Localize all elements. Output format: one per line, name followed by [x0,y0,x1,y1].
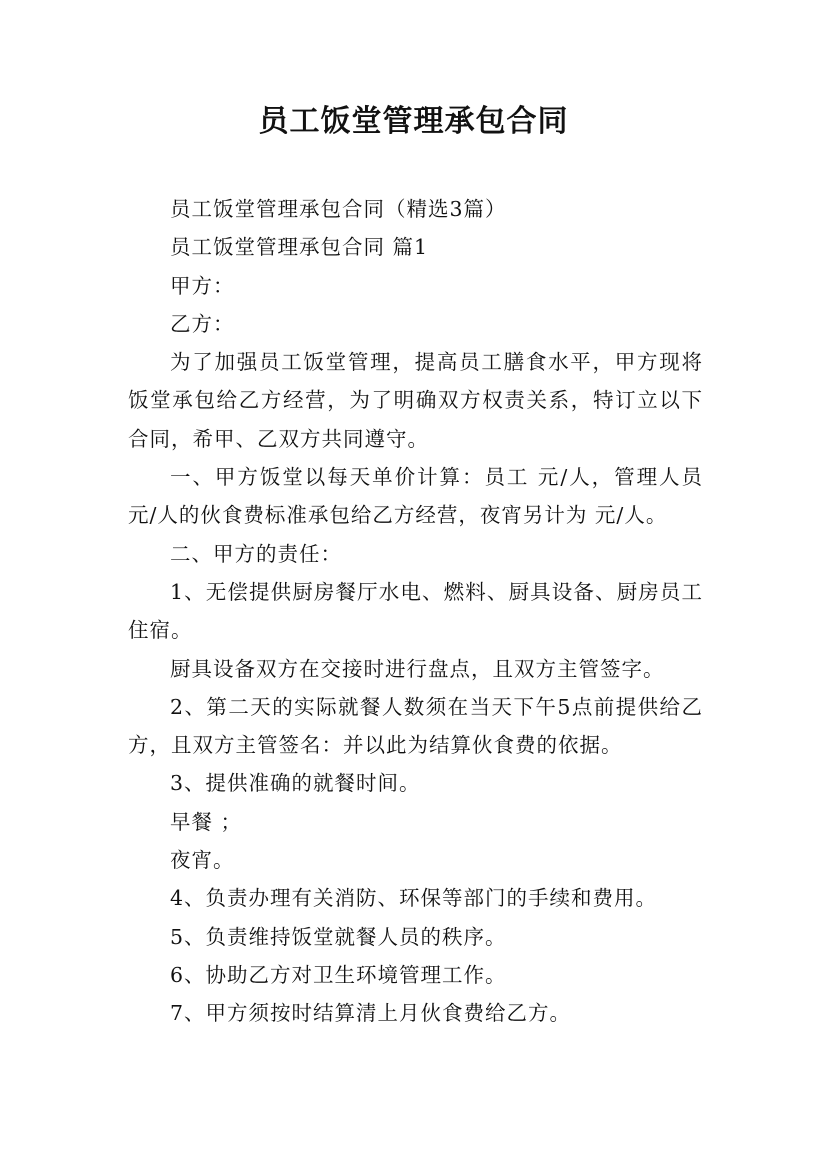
paragraph-section-heading: 员工饭堂管理承包合同 篇1 [170,235,429,260]
paragraph-item-7: 7、甲方须按时结算清上月伙食费给乙方。 [170,1001,572,1026]
paragraph-item-1: 1、无偿提供厨房餐厅水电、燃料、厨具设备、厨房员工住宿。 [128,579,703,643]
paragraph-item-6: 6、协助乙方对卫生环境管理工作。 [170,962,507,987]
paragraph-item-1-note: 厨具设备双方在交接时进行盘点，且双方主管签字。 [170,656,665,681]
document-title: 员工饭堂管理承包合同 [258,104,569,139]
paragraph-party-a: 甲方： [170,273,235,298]
paragraph-preamble: 为了加强员工饭堂管理，提高员工膳食水平，甲方现将饭堂承包给乙方经营，为了明确双方权责关系，特订立以下合同，希甲、乙双方共同遵守。 [128,350,703,451]
paragraph-clause-1: 一、甲方饭堂以每天单价计算：员工 元/人，管理人员 元/人的伙食费标准承包给乙方经营，夜宵另计为 元/人。 [128,465,703,528]
paragraph-party-b: 乙方： [170,311,235,336]
paragraph-item-5: 5、负责维持饭堂就餐人员的秩序。 [170,924,507,949]
paragraph-breakfast: 早餐 ； [170,809,243,834]
paragraph-item-3: 3、提供准确的就餐时间。 [170,771,421,796]
paragraph-clause-2-heading: 二、甲方的责任： [170,541,342,566]
paragraph-item-2: 2、第二天的实际就餐人数须在当天下午5点前提供给乙方，且双方主管签名：并以此为结算伙食费的依据。 [128,694,703,758]
paragraph-late-snack: 夜宵。 [170,848,235,873]
paragraph-item-4: 4、负责办理有关消防、环保等部门的手续和费用。 [170,886,658,911]
document-body [128,190,703,1033]
paragraph-subtitle: 员工饭堂管理承包合同（精选3篇） [170,197,507,221]
